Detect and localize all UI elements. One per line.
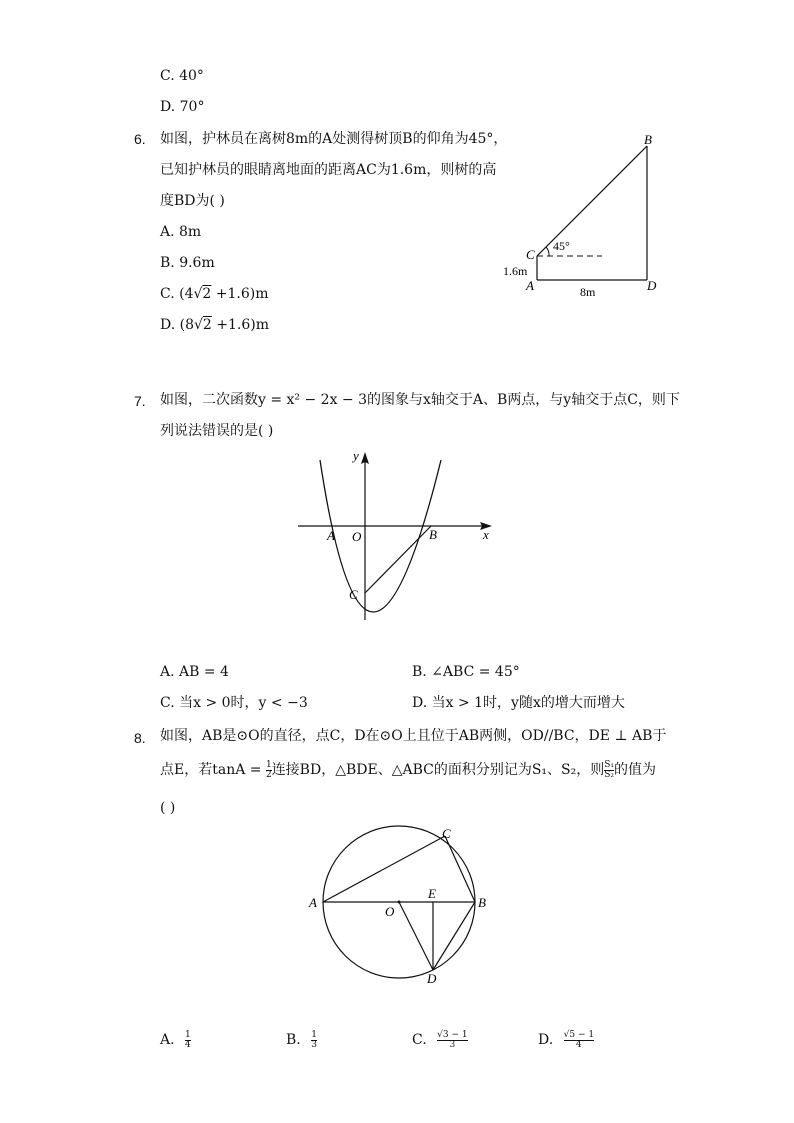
question-6-line-2: 已知护林员的眼睛离地面的距离AC为1.6m，则树的高 bbox=[160, 162, 497, 178]
q8-option-c-label: C. bbox=[412, 1032, 427, 1048]
chord-ac bbox=[323, 836, 445, 902]
q6-option-c-radicand: 2 bbox=[202, 286, 212, 302]
question-8-line-3: ( ) bbox=[160, 800, 176, 816]
q8-option-c-numerator: √3 − 1 bbox=[437, 1029, 468, 1040]
tan-denominator: 2 bbox=[265, 769, 272, 780]
label-b: B bbox=[644, 132, 652, 147]
question-7-line-1: 如图，二次函数y = x² − 2x − 3的图象与x轴交于A、B两点，与y轴交于点C，则下 bbox=[160, 392, 680, 408]
label-b: B bbox=[478, 895, 486, 910]
label-d: D bbox=[427, 971, 437, 986]
q8-option-b-numerator: 1 bbox=[311, 1029, 317, 1040]
option-c-prev: C. 40° bbox=[160, 68, 204, 84]
q8-option-b bbox=[286, 1030, 317, 1050]
q6-option-a: A. 8m bbox=[160, 224, 202, 240]
q8-option-b-fraction bbox=[311, 1031, 317, 1050]
question-8-line-1: 如图，AB是⊙O的直径，点C，D在⊙O上且位于AB两侧，OD//BC，DE ⊥ AB于 bbox=[160, 728, 667, 744]
q8-option-a-fraction bbox=[185, 1031, 191, 1050]
sqrt-sign: √ bbox=[193, 286, 203, 302]
label-o: O bbox=[385, 904, 395, 919]
center-point bbox=[398, 901, 401, 904]
q6-option-d-suffix: +1.6)m bbox=[211, 317, 270, 333]
q7-option-b: B. ∠ABC = 45° bbox=[412, 664, 520, 680]
question-7-line-2: 列说法错误的是( ) bbox=[160, 423, 274, 439]
label-angle-45: 45° bbox=[553, 239, 570, 253]
label-c: C bbox=[349, 587, 358, 602]
q8-line-2-part-2: 连接BD，△BDE、△ABC的面积分别记为S₁、S₂，则 bbox=[271, 762, 605, 778]
sqrt-sign: √ bbox=[194, 317, 203, 333]
q6-option-b: B. 9.6m bbox=[160, 255, 215, 271]
tan-numerator: 1 bbox=[265, 759, 272, 770]
q8-option-b-label: B. bbox=[286, 1032, 301, 1048]
q7-option-c: C. 当x > 0时，y < −3 bbox=[160, 695, 308, 711]
question-6-number: 6. bbox=[134, 131, 146, 147]
q7-option-d: D. 当x > 1时，y随x的增大而增大 bbox=[412, 695, 625, 711]
segment-bd bbox=[433, 902, 475, 970]
ratio-denominator: S₂ bbox=[604, 769, 615, 780]
q8-option-d bbox=[538, 1030, 594, 1050]
ratio-numerator: S₁ bbox=[604, 759, 615, 770]
q7-option-a: A. AB = 4 bbox=[160, 664, 229, 680]
q8-option-a bbox=[160, 1030, 191, 1050]
question-8-number: 8. bbox=[134, 730, 146, 746]
question-6-line-3: 度BD为( ) bbox=[160, 193, 225, 209]
label-e: E bbox=[428, 886, 436, 901]
q8-option-c bbox=[412, 1030, 468, 1050]
label-y: y bbox=[353, 448, 359, 463]
q8-option-d-label: D. bbox=[538, 1032, 554, 1048]
q8-line-2-part-1: 点E，若tanA = bbox=[160, 762, 262, 778]
q6-option-c-suffix: +1.6)m bbox=[211, 286, 269, 302]
label-d: D bbox=[647, 278, 657, 293]
q8-line-2-part-3: 的值为 bbox=[614, 762, 657, 778]
label-c: C bbox=[442, 826, 451, 841]
label-a: A bbox=[526, 278, 534, 293]
label-c: C bbox=[526, 247, 535, 262]
q8-option-d-fraction bbox=[564, 1031, 594, 1050]
question-6-line-1: 如图，护林员在离树8m的A处测得树顶B的仰角为45°， bbox=[160, 131, 508, 147]
segment-od bbox=[399, 902, 433, 970]
label-distance: 8m bbox=[580, 285, 596, 299]
label-a: A bbox=[309, 895, 317, 910]
q8-option-a-denominator: 4 bbox=[185, 1039, 191, 1050]
q8-option-d-denominator: 4 bbox=[564, 1040, 594, 1050]
q8-option-c-denominator: 3 bbox=[437, 1040, 467, 1050]
q6-option-c-prefix: C. (4 bbox=[160, 286, 194, 302]
label-o: O bbox=[352, 529, 362, 544]
label-x: x bbox=[483, 527, 489, 542]
q8-option-c-fraction bbox=[437, 1031, 467, 1050]
option-d-prev: D. 70° bbox=[160, 99, 205, 115]
label-height: 1.6m bbox=[503, 264, 528, 278]
q6-option-d-prefix: D. (8 bbox=[160, 317, 194, 333]
q8-option-a-numerator: 1 bbox=[185, 1029, 191, 1040]
question-7-number: 7. bbox=[134, 393, 146, 409]
label-b: B bbox=[429, 527, 437, 542]
q8-option-b-denominator: 3 bbox=[311, 1039, 317, 1050]
q8-option-a-label: A. bbox=[160, 1032, 175, 1048]
label-a: A bbox=[327, 528, 335, 543]
chord-cb bbox=[445, 836, 475, 902]
q6-option-d-radicand: 2 bbox=[202, 317, 212, 333]
q8-option-d-numerator: √5 − 1 bbox=[563, 1029, 595, 1040]
